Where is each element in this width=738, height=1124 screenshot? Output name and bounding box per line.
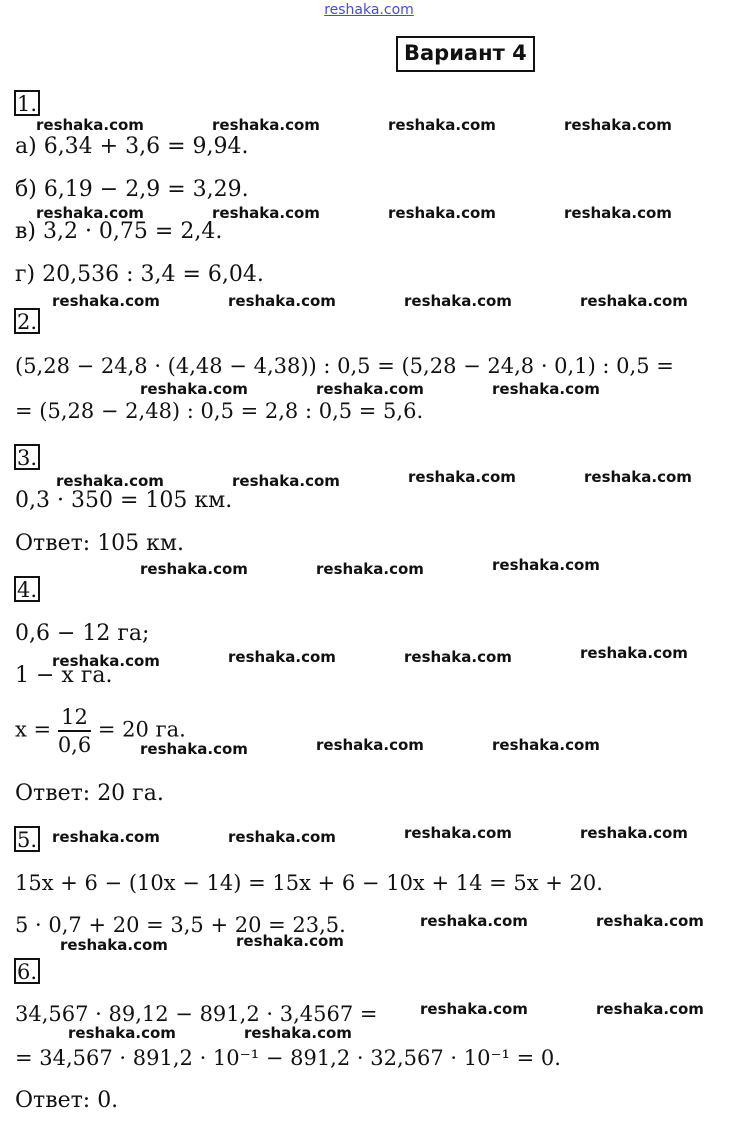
task6-line-2: = 34,567 · 891,2 · 10⁻¹ − 891,2 · 32,567 · 10⁻¹ = 0. xyxy=(15,1046,561,1070)
watermark: reshaka.com xyxy=(52,652,160,670)
watermark: reshaka.com xyxy=(236,932,344,950)
watermark: reshaka.com xyxy=(36,204,144,222)
watermark: reshaka.com xyxy=(388,116,496,134)
watermark: reshaka.com xyxy=(52,828,160,846)
task3-answer: Ответ: 105 км. xyxy=(15,531,185,556)
watermark: reshaka.com xyxy=(584,468,692,486)
watermark: reshaka.com xyxy=(56,472,164,490)
watermark: reshaka.com xyxy=(492,556,600,574)
task6-answer: Ответ: 0. xyxy=(15,1088,119,1113)
task4-eq-right: = 20 га. xyxy=(97,717,186,742)
variant-title: Вариант 4 xyxy=(396,36,535,72)
task1-line-b: б) 6,19 − 2,9 = 3,29. xyxy=(15,177,249,202)
watermark: reshaka.com xyxy=(420,1000,528,1018)
watermark: reshaka.com xyxy=(420,912,528,930)
watermark: reshaka.com xyxy=(52,292,160,310)
watermark: reshaka.com xyxy=(316,380,424,398)
task4-answer: Ответ: 20 га. xyxy=(15,781,164,806)
task1-line-a: а) 6,34 + 3,6 = 9,94. xyxy=(15,134,249,159)
task-number-6: 6. xyxy=(14,958,40,984)
task4-frac-den: 0,6 xyxy=(57,733,92,757)
watermark: reshaka.com xyxy=(60,936,168,954)
site-link[interactable]: reshaka.com xyxy=(324,2,414,18)
watermark: reshaka.com xyxy=(212,204,320,222)
watermark: reshaka.com xyxy=(596,912,704,930)
watermark: reshaka.com xyxy=(228,292,336,310)
watermark: reshaka.com xyxy=(232,472,340,490)
watermark: reshaka.com xyxy=(404,292,512,310)
watermark: reshaka.com xyxy=(140,380,248,398)
task2-line-1: (5,28 − 24,8 · (4,48 − 4,38)) : 0,5 = (5,28 − 24,8 · 0,1) : 0,5 = xyxy=(15,354,674,378)
task-number-3: 3. xyxy=(14,444,40,470)
task-number-2: 2. xyxy=(14,308,40,334)
task4-line-2: 1 − x га. xyxy=(15,663,113,688)
watermark: reshaka.com xyxy=(580,644,688,662)
task1-line-c: в) 3,2 · 0,75 = 2,4. xyxy=(15,219,223,244)
watermark: reshaka.com xyxy=(140,560,248,578)
watermark: reshaka.com xyxy=(564,204,672,222)
watermark: reshaka.com xyxy=(316,560,424,578)
task3-line-1: 0,3 · 350 = 105 км. xyxy=(15,488,233,513)
task4-fraction xyxy=(58,704,91,758)
watermark: reshaka.com xyxy=(68,1024,176,1042)
task4-frac-num: 12 xyxy=(58,704,91,732)
task-number-5: 5. xyxy=(14,826,40,852)
watermark: reshaka.com xyxy=(580,824,688,842)
watermark: reshaka.com xyxy=(408,468,516,486)
watermark: reshaka.com xyxy=(564,116,672,134)
task-number-4: 4. xyxy=(14,576,40,602)
task-number-1: 1. xyxy=(14,90,40,116)
watermark: reshaka.com xyxy=(244,1024,352,1042)
watermark: reshaka.com xyxy=(492,380,600,398)
watermark: reshaka.com xyxy=(140,740,248,758)
task4-eq-left: x = xyxy=(15,717,52,742)
task4-line-1: 0,6 − 12 га; xyxy=(15,621,150,646)
task5-line-1: 15x + 6 − (10x − 14) = 15x + 6 − 10x + 14 = 5x + 20. xyxy=(15,871,603,895)
watermark: reshaka.com xyxy=(404,648,512,666)
watermark: reshaka.com xyxy=(228,828,336,846)
task2-line-2: = (5,28 − 2,48) : 0,5 = 2,8 : 0,5 = 5,6. xyxy=(15,399,424,423)
watermark: reshaka.com xyxy=(404,824,512,842)
watermark: reshaka.com xyxy=(212,116,320,134)
watermark: reshaka.com xyxy=(596,1000,704,1018)
task1-line-d: г) 20,536 : 3,4 = 6,04. xyxy=(15,262,264,287)
task5-line-2: 5 · 0,7 + 20 = 3,5 + 20 = 23,5. xyxy=(15,913,346,937)
watermark: reshaka.com xyxy=(388,204,496,222)
watermark: reshaka.com xyxy=(228,648,336,666)
watermark: reshaka.com xyxy=(316,736,424,754)
watermark: reshaka.com xyxy=(492,736,600,754)
watermark: reshaka.com xyxy=(580,292,688,310)
task6-line-1: 34,567 · 89,12 − 891,2 · 3,4567 = xyxy=(15,1002,378,1026)
watermark: reshaka.com xyxy=(36,116,144,134)
